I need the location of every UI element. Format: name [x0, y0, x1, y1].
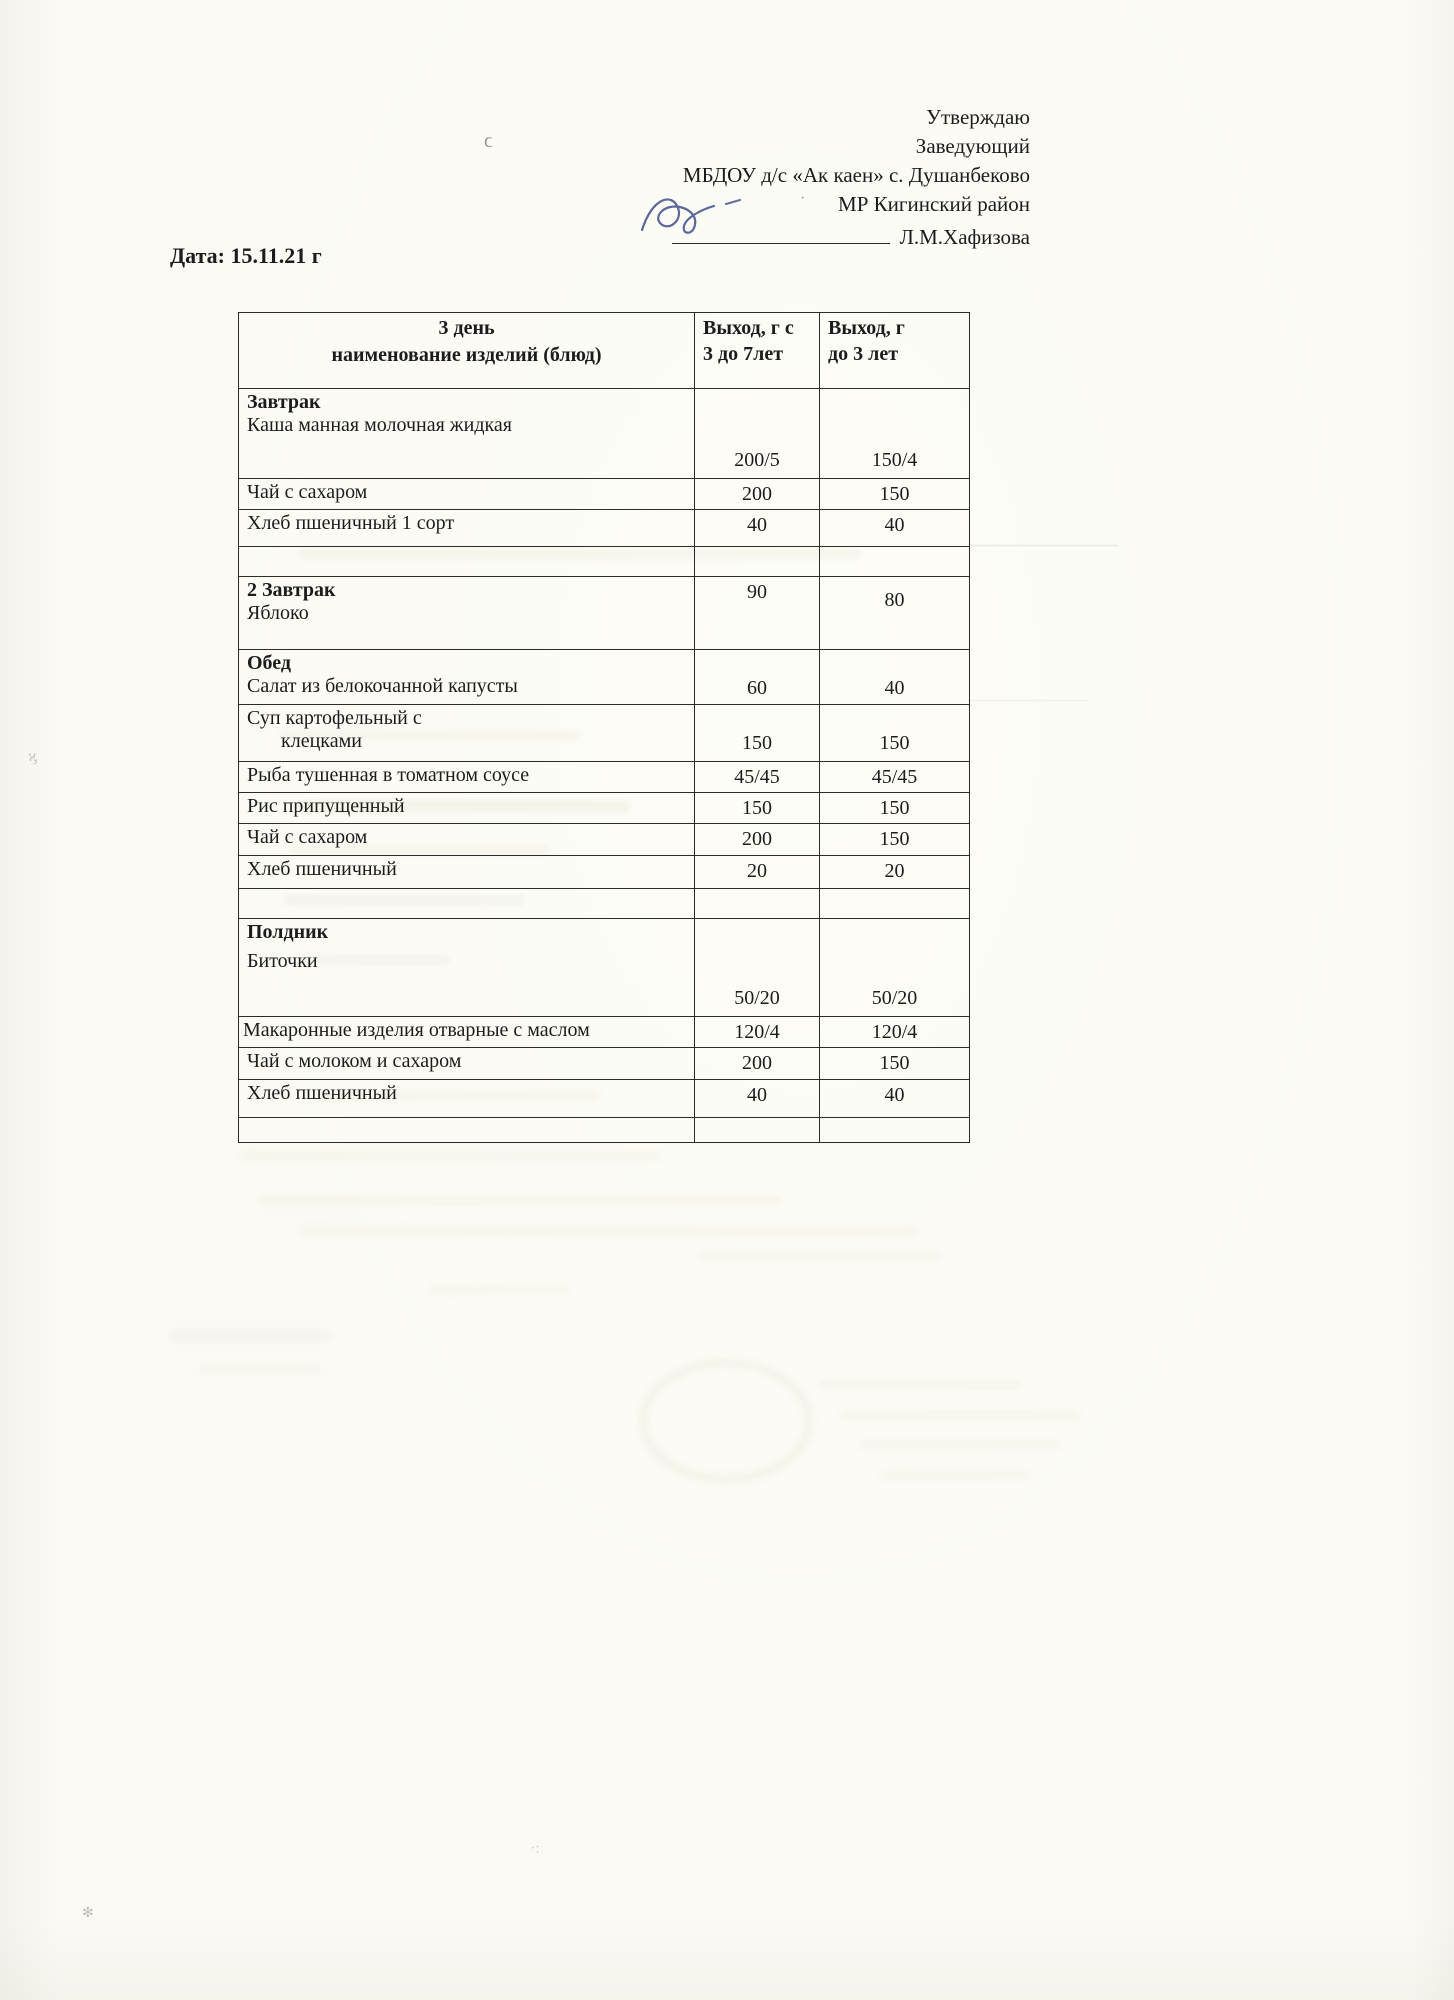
portion-under-3: 80 — [820, 577, 970, 650]
header-day: 3 день — [438, 317, 495, 339]
bleedthrough-artifact — [430, 1285, 570, 1295]
portion-under-3: 20 — [820, 856, 970, 889]
bleedthrough-artifact — [300, 1225, 920, 1237]
portion-under-3: 150 — [820, 479, 970, 510]
portion-3-7: 45/45 — [695, 762, 820, 793]
table-row — [239, 919, 970, 1017]
dish-cell — [239, 1118, 695, 1143]
dish-cell — [239, 389, 695, 479]
portion-3-7 — [695, 1118, 820, 1143]
table-row — [239, 1080, 970, 1118]
menu-table — [238, 312, 970, 1143]
portion-3-7: 200 — [695, 824, 820, 856]
dish-name: Биточки — [247, 950, 318, 972]
portion-3-7: 150 — [695, 705, 820, 762]
portion-under-3: 120/4 — [820, 1017, 970, 1048]
portion-3-7: 50/20 — [695, 919, 820, 1017]
table-row — [239, 479, 970, 510]
dish-cell: Чай с молоком и сахаром — [239, 1048, 695, 1080]
dish-cell — [239, 919, 695, 1017]
dish-name-line2: клецками — [281, 730, 362, 752]
dish-cell: Хлеб пшеничный — [239, 856, 695, 889]
portion-3-7 — [695, 889, 820, 919]
table-row — [239, 762, 970, 793]
portion-3-7: 120/4 — [695, 1017, 820, 1048]
approval-line-1: Утверждаю — [926, 105, 1030, 129]
table-row — [239, 650, 970, 705]
approval-line-3: МБДОУ д/с «Ак каен» с. Душанбеково — [682, 163, 1030, 187]
header-dish-label: наименование изделий (блюд) — [331, 344, 602, 366]
header-dish-column — [239, 313, 695, 389]
dish-cell — [239, 547, 695, 577]
scan-speck: ✻ — [82, 1906, 94, 1921]
dish-cell: Чай с сахаром — [239, 479, 695, 510]
signature-name: Л.М.Хафизова — [899, 225, 1030, 249]
table-row — [239, 510, 970, 547]
portion-3-7: 90 — [695, 577, 820, 650]
bleedthrough-artifact — [860, 1440, 1060, 1450]
bleedthrough-stamp — [640, 1360, 812, 1482]
dish-cell — [239, 889, 695, 919]
dish-name: Суп картофельный с — [247, 707, 422, 729]
dish-cell: Чай с сахаром — [239, 824, 695, 856]
meal-section-title: Завтрак — [247, 391, 321, 413]
table-row-empty — [239, 1118, 970, 1143]
approval-line-2: Заведующий — [915, 134, 1030, 158]
header-output-3-7 — [695, 313, 820, 389]
table-row-empty — [239, 889, 970, 919]
dish-cell — [239, 650, 695, 705]
scan-speck: · — [800, 190, 806, 207]
bleedthrough-artifact — [200, 1365, 320, 1374]
portion-under-3 — [820, 889, 970, 919]
dish-name: Каша манная молочная жидкая — [247, 414, 512, 436]
bleedthrough-artifact — [700, 1250, 940, 1261]
dish-cell: Хлеб пшеничный 1 сорт — [239, 510, 695, 547]
portion-3-7: 200/5 — [695, 389, 820, 479]
portion-under-3: 150/4 — [820, 389, 970, 479]
dish-name: Салат из белокочанной капусты — [247, 675, 518, 697]
table-row — [239, 1048, 970, 1080]
portion-3-7: 40 — [695, 1080, 820, 1118]
table-row — [239, 389, 970, 479]
scan-speck: ·: — [530, 1840, 540, 1857]
portion-under-3: 40 — [820, 510, 970, 547]
portion-under-3: 150 — [820, 1048, 970, 1080]
approval-line-4: МР Кигинский район — [838, 192, 1030, 216]
table-row — [239, 577, 970, 650]
portion-under-3: 40 — [820, 1080, 970, 1118]
portion-under-3: 150 — [820, 793, 970, 824]
bleedthrough-artifact — [170, 1330, 330, 1342]
scan-speck: ϲ — [484, 130, 493, 152]
scan-speck: ϗ — [28, 748, 37, 765]
portion-3-7: 150 — [695, 793, 820, 824]
bleedthrough-artifact — [880, 1470, 1030, 1480]
portion-3-7: 60 — [695, 650, 820, 705]
portion-under-3: 40 — [820, 650, 970, 705]
portion-3-7: 200 — [695, 1048, 820, 1080]
table-row — [239, 1017, 970, 1048]
portion-3-7: 40 — [695, 510, 820, 547]
dish-cell — [239, 705, 695, 762]
header-output-3-7-line1: Выход, г с — [703, 317, 794, 339]
dish-cell: Макаронные изделия отварные с маслом — [239, 1017, 695, 1048]
bleedthrough-artifact — [260, 1195, 780, 1206]
header-output-3-7-line2: 3 до 7лет — [703, 343, 784, 365]
dish-cell — [239, 577, 695, 650]
header-output-under-3-line2: до 3 лет — [828, 343, 899, 365]
portion-under-3: 150 — [820, 705, 970, 762]
meal-section-title: Полдник — [247, 921, 329, 943]
portion-3-7: 20 — [695, 856, 820, 889]
header-output-under-3 — [820, 313, 970, 389]
portion-under-3 — [820, 547, 970, 577]
dish-cell: Рыба тушенная в томатном соусе — [239, 762, 695, 793]
bleedthrough-artifact — [240, 1150, 660, 1162]
dish-name: Яблоко — [247, 602, 309, 624]
portion-3-7 — [695, 547, 820, 577]
handwritten-signature — [634, 190, 764, 242]
table-row — [239, 705, 970, 762]
meal-section-title: Обед — [247, 652, 292, 674]
table-row — [239, 824, 970, 856]
bleedthrough-artifact — [820, 1380, 1020, 1390]
table-row-empty — [239, 547, 970, 577]
bleedthrough-line — [968, 700, 1088, 701]
table-header-row — [239, 313, 970, 389]
table-row — [239, 856, 970, 889]
portion-3-7: 200 — [695, 479, 820, 510]
bleedthrough-artifact — [840, 1410, 1080, 1420]
portion-under-3: 45/45 — [820, 762, 970, 793]
header-output-under-3-line1: Выход, г — [828, 317, 905, 339]
portion-under-3 — [820, 1118, 970, 1143]
bleedthrough-line — [968, 545, 1118, 546]
dish-cell: Хлеб пшеничный — [239, 1080, 695, 1118]
dish-cell: Рис припущенный — [239, 793, 695, 824]
meal-section-title: 2 Завтрак — [247, 579, 336, 601]
date-label: Дата: 15.11.21 г — [170, 243, 322, 268]
portion-under-3: 50/20 — [820, 919, 970, 1017]
table-row — [239, 793, 970, 824]
portion-under-3: 150 — [820, 824, 970, 856]
